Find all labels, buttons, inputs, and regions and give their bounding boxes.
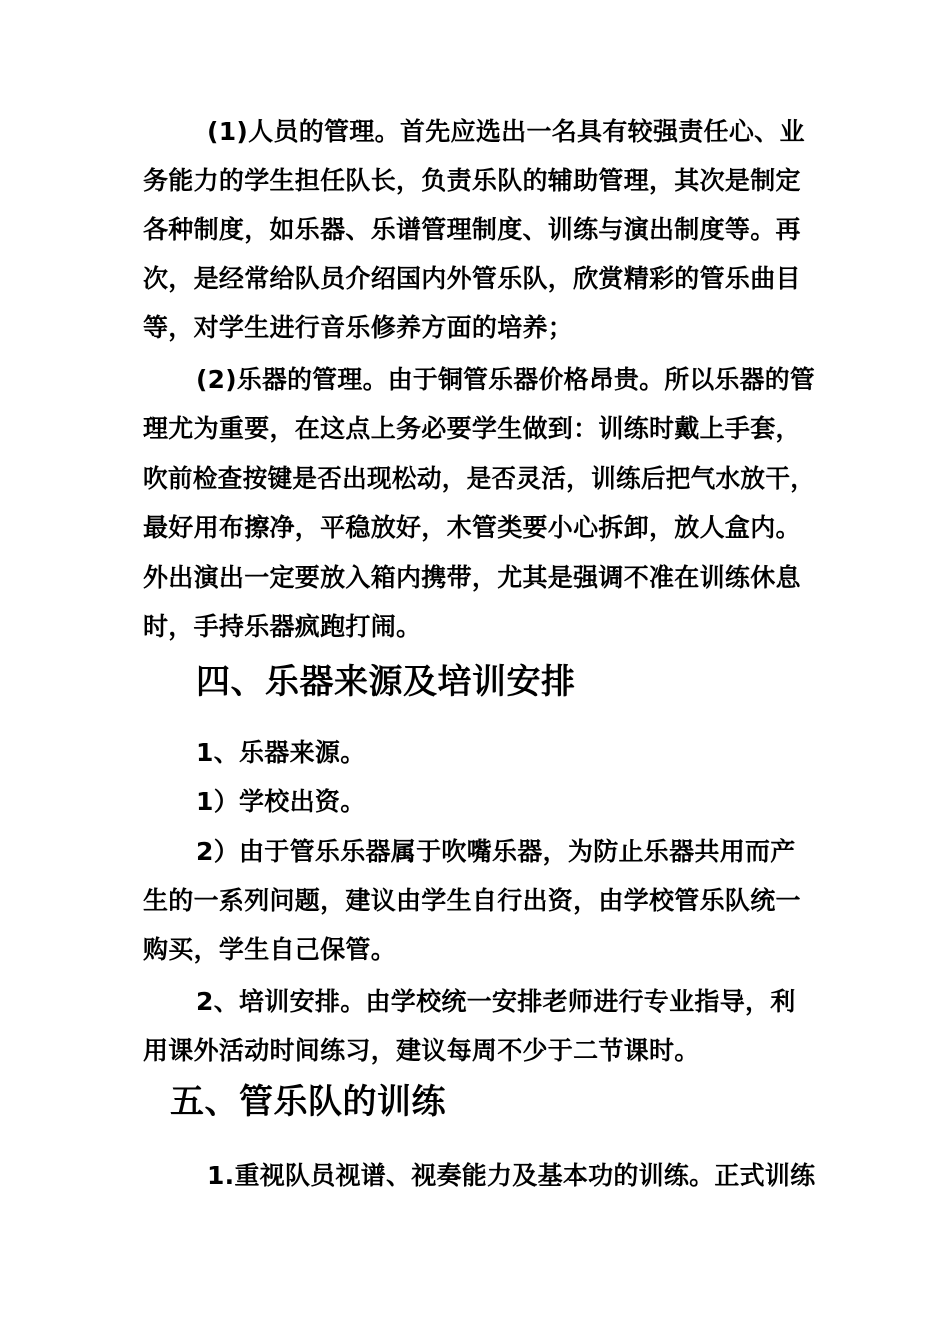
text-line: 务能力的学生担任队长，负责乐队的辅助管理，其次是制定 <box>143 166 801 195</box>
text-line: 外出演出一定要放入箱内携带，尤其是强调不准在训练休息 <box>143 563 801 592</box>
section-heading: 五、管乐队的训练 <box>170 1082 446 1122</box>
text-line: 时，手持乐器疯跑打闹。 <box>143 612 422 641</box>
text-line: 购买，学生自己保管。 <box>143 935 397 964</box>
text-line: 理尤为重要，在这点上务必要学生做到：训练时戴上手套， <box>143 414 801 443</box>
text-line: 各种制度，如乐器、乐谱管理制度、训练与演出制度等。再 <box>143 215 801 244</box>
text-line: 用课外活动时间练习，建议每周不少于二节课时。 <box>143 1036 700 1065</box>
text-line: 等，对学生进行音乐修养方面的培养； <box>143 313 574 342</box>
text-line: 最好用布擦净，平稳放好，木管类要小心拆卸，放人盒内。 <box>143 513 801 542</box>
text-line: 2、培训安排。由学校统一安排老师进行专业指导，利 <box>196 987 796 1016</box>
section-heading: 四、乐器来源及培训安排 <box>196 662 576 702</box>
text-line: 1.重视队员视谱、视奏能力及基本功的训练。正式训练 <box>207 1161 816 1190</box>
text-line: (1)人员的管理。首先应选出一名具有较强责任心、业 <box>207 117 805 146</box>
text-line: 1）学校出资。 <box>196 787 366 816</box>
text-line: 1、乐器来源。 <box>196 738 366 767</box>
text-line: 次，是经常给队员介绍国内外管乐队，欣赏精彩的管乐曲目 <box>143 264 801 293</box>
text-line: 吹前检查按键是否出现松动，是否灵活，训练后把气水放干， <box>143 464 816 493</box>
text-line: 生的一系列问题，建议由学生自行出资，由学校管乐队统一 <box>143 886 801 915</box>
text-line: 2）由于管乐乐器属于吹嘴乐器，为防止乐器共用而产 <box>196 837 796 866</box>
text-line: (2)乐器的管理。由于铜管乐器价格昂贵。所以乐器的管 <box>196 365 816 394</box>
